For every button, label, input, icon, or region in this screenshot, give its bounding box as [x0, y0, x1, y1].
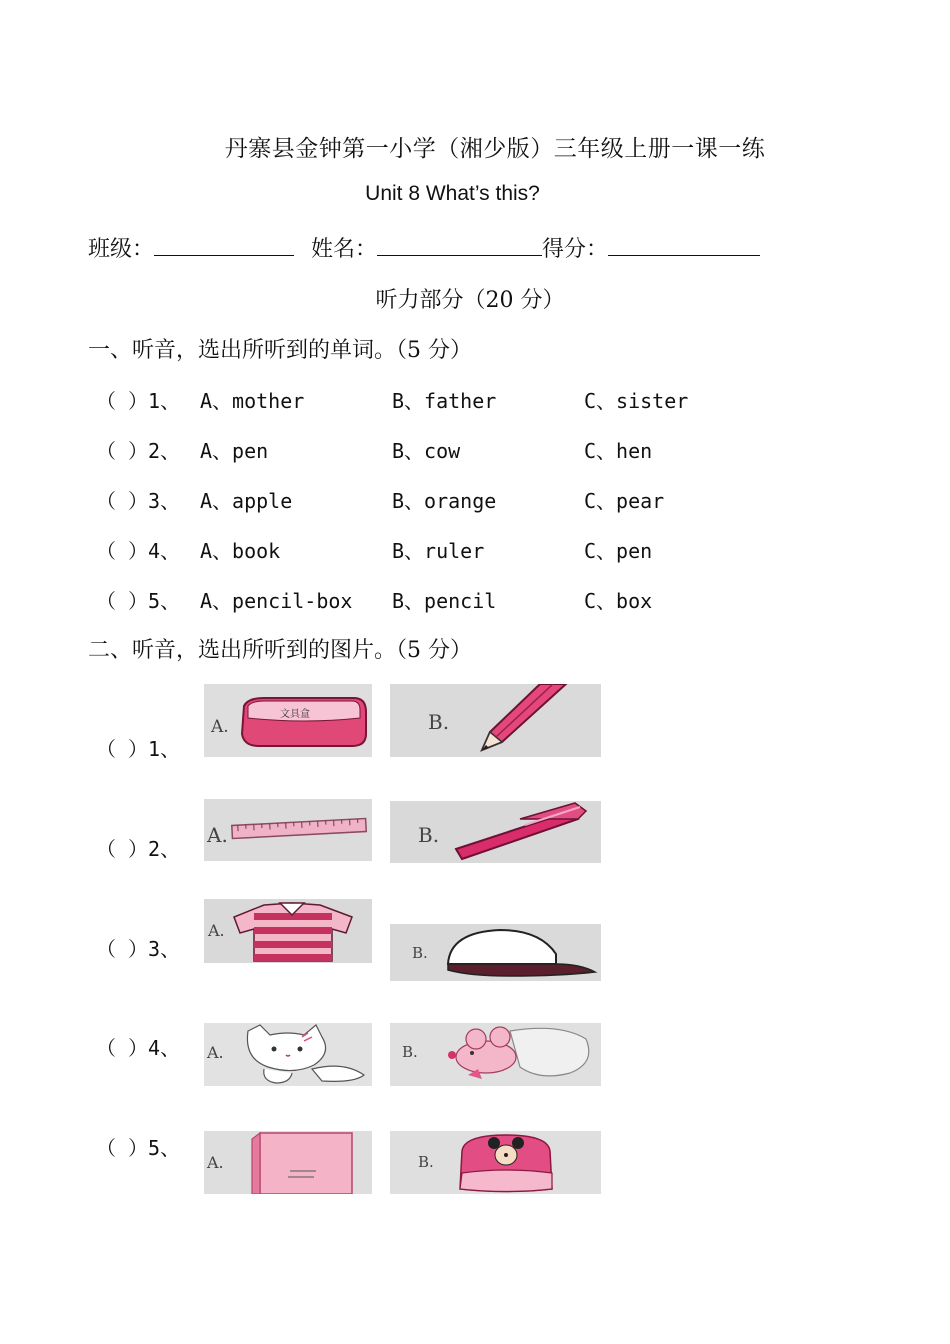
mouse-icon — [390, 1023, 601, 1086]
part1-question — [96, 485, 896, 511]
student-info-line — [88, 232, 760, 263]
unit-subtitle: Unit 8 What’s this? — [365, 182, 540, 205]
option-a-label: A. — [207, 823, 228, 847]
option-a[interactable]: A、book — [200, 539, 281, 563]
question-number: （ ）2、 — [96, 439, 181, 463]
cat-icon — [204, 1023, 372, 1086]
option-c[interactable]: C、pear — [584, 489, 665, 513]
question-number: （ ）5、 — [96, 1136, 181, 1160]
name-label: 姓名： — [311, 237, 378, 262]
pencil-icon — [390, 684, 601, 757]
shirt-icon — [204, 899, 372, 963]
option-b-picture[interactable] — [390, 1131, 601, 1194]
option-a-picture[interactable] — [204, 684, 372, 757]
option-b-picture[interactable] — [390, 1023, 601, 1086]
option-b[interactable]: B、orange — [392, 489, 497, 513]
part1-question — [96, 435, 896, 461]
option-b-label: B. — [428, 710, 450, 734]
option-c[interactable]: C、hen — [584, 439, 653, 463]
option-a-picture[interactable] — [204, 899, 372, 963]
option-b-picture[interactable] — [390, 684, 601, 757]
option-b-picture[interactable] — [390, 801, 601, 863]
question-number: （ ）2、 — [96, 837, 181, 861]
option-a-label: A. — [207, 1043, 224, 1062]
option-b-label: B. — [402, 1043, 418, 1061]
book-icon — [204, 1131, 372, 1194]
cap-icon — [390, 924, 601, 981]
question-number: （ ）1、 — [96, 737, 181, 761]
option-b-label: B. — [418, 823, 440, 847]
score-field[interactable] — [608, 233, 760, 256]
part1-question — [96, 585, 896, 611]
option-b[interactable]: B、ruler — [392, 539, 485, 563]
class-label: 班级： — [88, 237, 155, 262]
question-number: （ ）4、 — [96, 539, 181, 563]
option-b-picture[interactable] — [390, 924, 601, 981]
question-number: （ ）3、 — [96, 937, 181, 961]
option-b[interactable]: B、pencil — [392, 589, 497, 613]
ruler-icon — [204, 799, 372, 861]
option-a-label: A. — [208, 921, 225, 940]
schoolbag-icon — [390, 1131, 601, 1194]
option-c[interactable]: C、pen — [584, 539, 653, 563]
worksheet-title: 丹寨县金钟第一小学（湘少版）三年级上册一课一练 — [224, 136, 766, 162]
pen-icon — [390, 801, 601, 863]
name-field[interactable] — [377, 233, 542, 256]
option-a-picture[interactable] — [204, 1131, 372, 1194]
part1-heading: 一、听音，选出所听到的单词。（5 分） — [88, 338, 472, 363]
score-label: 得分： — [542, 237, 609, 262]
option-a[interactable]: A、pen — [200, 439, 269, 463]
option-a-label: A. — [207, 1153, 224, 1172]
pencil-box-text: 文具盒 — [280, 709, 310, 720]
part1-question — [96, 385, 896, 411]
question-number: （ ）4、 — [96, 1036, 181, 1060]
option-a-picture[interactable] — [204, 1023, 372, 1086]
part1-question — [96, 535, 896, 561]
option-a[interactable]: A、apple — [200, 489, 293, 513]
class-field[interactable] — [154, 233, 294, 256]
option-a-label: A. — [211, 717, 229, 737]
option-b[interactable]: B、cow — [392, 439, 461, 463]
part2-heading: 二、听音，选出所听到的图片。（5 分） — [88, 638, 472, 663]
option-a[interactable]: A、mother — [200, 389, 305, 413]
option-a-picture[interactable] — [204, 799, 372, 861]
question-number: （ ）3、 — [96, 489, 181, 513]
option-a[interactable]: A、pencil-box — [200, 589, 353, 613]
question-number: （ ）1、 — [96, 389, 181, 413]
question-number: （ ）5、 — [96, 589, 181, 613]
option-b-label: B. — [418, 1153, 434, 1171]
option-c[interactable]: C、box — [584, 589, 653, 613]
option-b-label: B. — [412, 944, 428, 962]
pencil-box-icon — [204, 684, 372, 757]
option-c[interactable]: C、sister — [584, 389, 689, 413]
option-b[interactable]: B、father — [392, 389, 497, 413]
listening-part-heading: 听力部分（20 分） — [375, 288, 565, 313]
